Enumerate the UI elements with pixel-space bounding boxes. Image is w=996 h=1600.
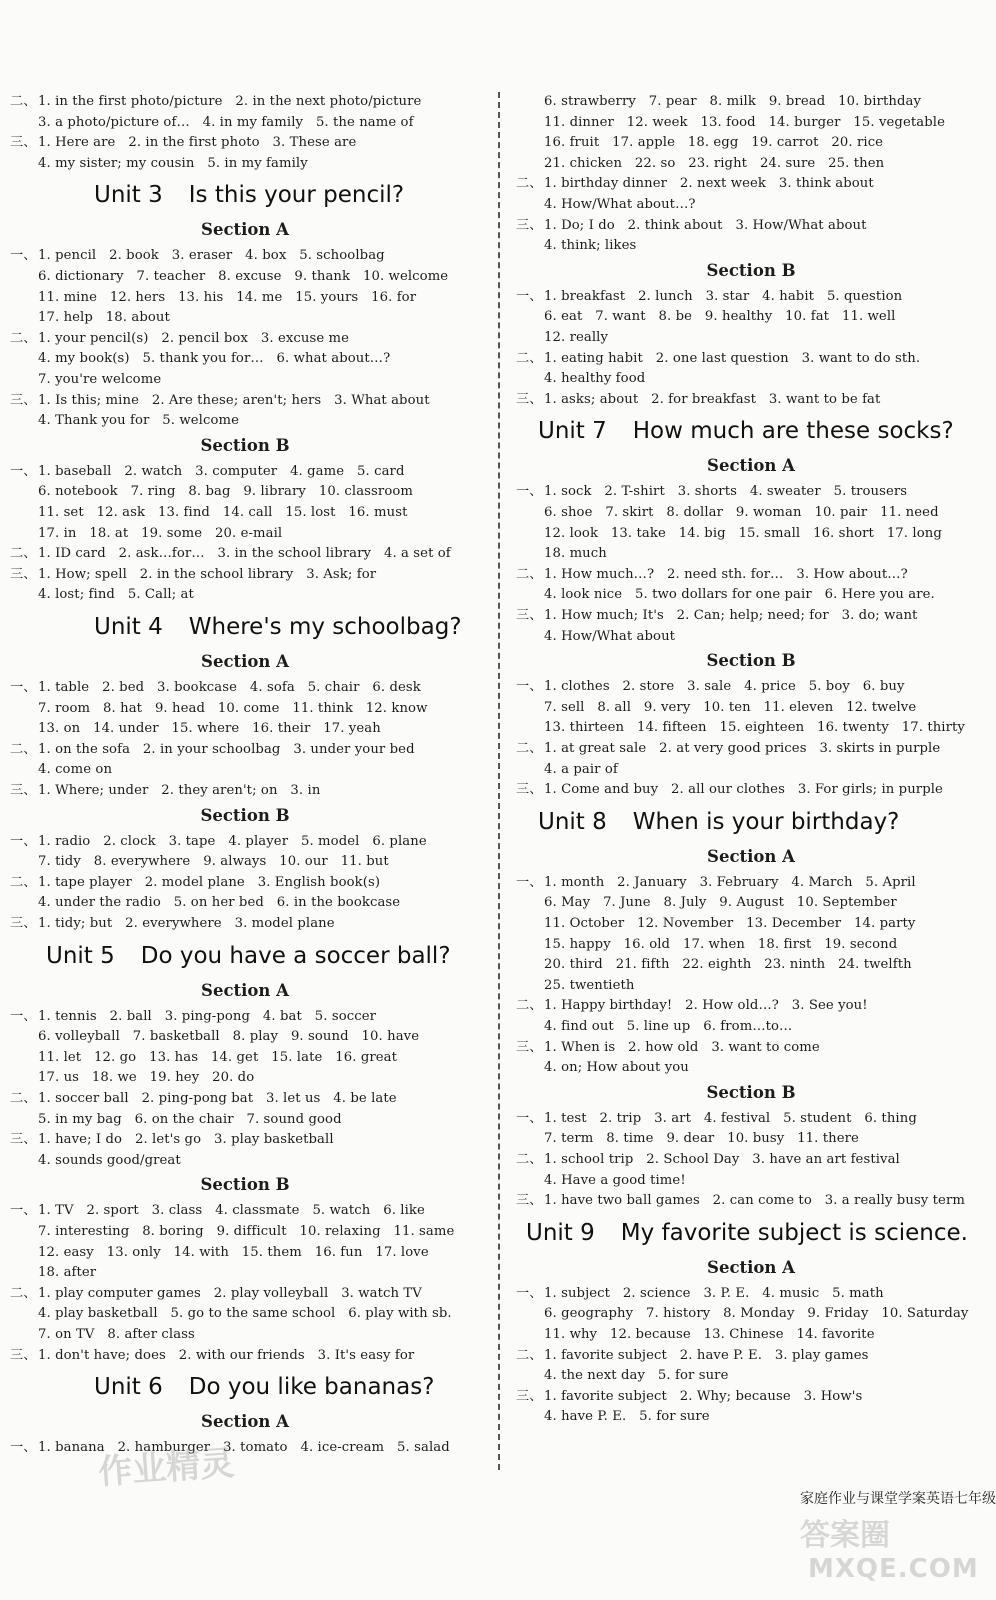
answer-text: 7. you're welcome <box>38 372 162 387</box>
answer-text: 18. after <box>38 1265 97 1281</box>
answer-text: 1. test 2. trip 3. art 4. festival 5. student 6. thing <box>544 1110 917 1126</box>
answer-line <box>10 832 427 852</box>
section-heading: Section B <box>200 435 290 455</box>
answer-text: 17. us 18. we 19. hey 20. do <box>38 1070 255 1086</box>
answer-text: 1. How much…? 2. need sth. for… 3. How about…? <box>544 566 908 582</box>
answer-text: 1. play computer games 2. play volleyball 3. watch TV <box>38 1285 422 1301</box>
section-heading: Section B <box>200 1175 290 1195</box>
answer-text: 4. Thank you for 5. welcome <box>38 413 239 429</box>
answer-line <box>10 1130 334 1150</box>
unit-number: Unit 6 <box>94 1374 163 1401</box>
answer-line <box>10 699 427 719</box>
question-part-label: 二、 <box>516 566 543 582</box>
answer-text: 1. pencil 2. book 3. eraser 4. box 5. schoolbag <box>38 248 385 264</box>
unit-heading <box>94 612 462 642</box>
answer-line <box>516 1191 965 1211</box>
answer-line <box>516 1109 917 1129</box>
answer-text: 7. on TV 8. after class <box>38 1327 195 1342</box>
answer-text: 1. tidy; but 2. everywhere 3. model plane <box>38 916 335 931</box>
unit-title: Where's my schoolbag? <box>188 614 462 640</box>
question-part-label: 一、 <box>10 463 37 479</box>
answer-text: 1. radio 2. clock 3. tape 4. player 5. model 6. plane <box>38 833 427 849</box>
answer-line <box>516 390 880 410</box>
answer-text: 11. dinner 12. week 13. food 14. burger 15. vegetable <box>544 114 945 130</box>
answer-line <box>516 585 935 605</box>
answer-line <box>516 482 907 502</box>
answer-text: 1. month 2. January 3. February 4. March 5. April <box>544 874 916 890</box>
answer-text: 4. think; likes <box>544 238 637 254</box>
answer-text: 1. your pencil(s) 2. pencil box 3. excuse me <box>38 330 350 346</box>
question-part-label: 一、 <box>516 288 543 304</box>
question-part-label: 三、 <box>516 1388 543 1404</box>
answer-line <box>516 92 921 112</box>
unit-number: Unit 3 <box>94 182 163 209</box>
question-part-label: 一、 <box>10 248 37 264</box>
answer-line <box>516 133 883 153</box>
question-part-label: 二、 <box>516 350 543 366</box>
answer-line <box>10 1263 96 1283</box>
answer-text: 4. on; How about you <box>544 1060 689 1076</box>
answer-line <box>10 370 161 390</box>
answer-line <box>10 154 308 174</box>
question-part-label: 一、 <box>516 1285 543 1301</box>
question-part-label: 二、 <box>10 741 37 757</box>
answer-line <box>10 92 421 112</box>
answer-line <box>516 154 884 174</box>
answer-line <box>516 1058 689 1078</box>
answer-text: 1. have; I do 2. let's go 3. play basketball <box>38 1132 334 1148</box>
answer-line <box>516 369 645 389</box>
answer-line <box>10 462 405 482</box>
answer-text: 11. set 12. ask 13. find 14. call 15. lost 16. must <box>38 505 408 520</box>
answer-text: 16. fruit 17. apple 18. egg 19. carrot 20. rice <box>544 135 884 151</box>
answer-text: 12. look 13. take 14. big 15. small 16. short 17. long <box>544 525 942 541</box>
answer-text: 7. interesting 8. boring 9. difficult 10. relaxing 11. same <box>38 1224 455 1239</box>
answer-line <box>10 267 448 287</box>
answer-line <box>516 1284 884 1304</box>
answer-line <box>10 1089 397 1109</box>
question-part-label: 一、 <box>10 680 37 695</box>
answer-line <box>516 216 867 236</box>
answer-text: 1. on the sofa 2. in your schoolbag 3. under your bed <box>38 741 415 757</box>
answer-line <box>10 329 349 349</box>
answer-text: 1. baseball 2. watch 3. computer 4. game 5. card <box>38 463 405 479</box>
footer-text: 家庭作业与课堂学案英语七年级 <box>800 1491 996 1507</box>
answer-line <box>516 328 608 348</box>
answer-line <box>516 606 917 626</box>
answer-line <box>10 678 421 698</box>
unit-number: Unit 8 <box>538 808 607 835</box>
answer-text: 1. When is 2. how old 3. want to come <box>544 1039 820 1055</box>
unit-number: Unit 9 <box>526 1219 595 1246</box>
question-part-label: 二、 <box>10 874 37 890</box>
answer-line <box>516 698 916 718</box>
answer-text: 15. happy 16. old 17. when 18. first 19. second <box>544 936 898 952</box>
answer-text: 4. have P. E. 5. for sure <box>544 1409 710 1425</box>
answer-text: 4. sounds good/great <box>38 1152 181 1168</box>
unit-title: Do you have a soccer ball? <box>140 942 451 969</box>
question-part-label: 一、 <box>10 1440 37 1456</box>
answer-line <box>10 893 400 913</box>
answer-text: 4. lost; find 5. Call; at <box>38 587 194 603</box>
question-part-label: 三、 <box>10 392 37 408</box>
answer-text: 25. twentieth <box>544 977 635 993</box>
answer-line <box>10 133 356 153</box>
answer-line <box>10 1325 195 1345</box>
answer-line <box>10 482 413 502</box>
answer-text: 12. really <box>544 330 609 345</box>
answer-line <box>516 739 940 759</box>
answer-line <box>516 236 636 256</box>
answer-text: 4. How/What about…? <box>544 197 696 212</box>
answer-line <box>10 740 415 760</box>
unit-heading <box>538 807 899 837</box>
answer-text: 1. favorite subject 2. Why; because 3. How's <box>544 1388 863 1404</box>
answer-text: 4. look nice 5. two dollars for one pair 6. Here you are. <box>544 587 935 603</box>
watermark-url: MXQE.COM <box>808 1554 979 1584</box>
question-part-label: 一、 <box>516 679 543 695</box>
section-heading: Section A <box>707 846 795 866</box>
answer-text: 17. in 18. at 19. some 20. e-mail <box>38 525 283 541</box>
answer-text: 11. why 12. because 13. Chinese 14. favorite <box>544 1327 875 1342</box>
answer-text: 1. subject 2. science 3. P. E. 4. music 5. math <box>544 1285 884 1301</box>
answer-line <box>516 1325 875 1345</box>
answer-line <box>516 976 634 996</box>
answer-text: 1. birthday dinner 2. next week 3. think about <box>544 176 874 192</box>
answer-line <box>516 1304 968 1324</box>
question-part-label: 二、 <box>516 176 543 192</box>
answer-line <box>516 1366 728 1386</box>
answer-line <box>516 914 915 934</box>
question-part-label: 三、 <box>10 1347 37 1363</box>
question-part-label: 一、 <box>516 1110 543 1126</box>
answer-line <box>10 565 376 585</box>
unit-number: Unit 5 <box>46 942 115 969</box>
unit-title: Is this your pencil? <box>188 182 405 209</box>
answer-text: 7. term 8. time 9. dear 10. busy 11. there <box>544 1131 859 1147</box>
question-part-label: 二、 <box>10 1285 37 1301</box>
answer-text: 1. favorite subject 2. have P. E. 3. play games <box>544 1347 869 1363</box>
question-part-label: 二、 <box>516 998 543 1014</box>
answer-text: 5. in my bag 6. on the chair 7. sound good <box>38 1111 342 1127</box>
answer-line <box>516 677 905 697</box>
answer-line <box>516 195 696 215</box>
unit-number: Unit 4 <box>94 614 163 640</box>
answer-line <box>10 349 390 369</box>
section-heading: Section A <box>201 1412 289 1432</box>
question-part-label: 二、 <box>10 546 37 562</box>
answer-text: 12. easy 13. only 14. with 15. them 16. fun 17. love <box>38 1244 429 1260</box>
question-part-label: 一、 <box>10 833 37 849</box>
question-part-label: 三、 <box>516 782 543 798</box>
answer-text: 1. soccer ball 2. ping-pong bat 3. let us 4. be late <box>38 1091 397 1106</box>
answer-text: 1. Where; under 2. they aren't; on 3. in <box>38 783 321 798</box>
answer-text: 1. don't have; does 2. with our friends 3. It's easy for <box>38 1347 415 1363</box>
answer-text: 1. in the first photo/picture 2. in the next photo/picture <box>38 94 422 109</box>
question-part-label: 一、 <box>10 1008 37 1024</box>
section-heading: Section A <box>201 652 289 671</box>
answer-text: 7. room 8. hat 9. head 10. come 11. think 12. know <box>38 700 428 716</box>
question-part-label: 三、 <box>10 566 37 582</box>
unit-heading <box>46 941 451 971</box>
question-part-label: 二、 <box>516 1152 543 1167</box>
answer-text: 4. How/What about <box>544 628 676 644</box>
answer-text: 20. third 21. fifth 22. eighth 23. ninth 24. twelfth <box>544 957 912 973</box>
answer-line <box>10 1110 342 1130</box>
answer-text: 6. geography 7. history 8. Monday 9. Friday 10. Saturday <box>544 1306 969 1322</box>
question-part-label: 二、 <box>516 741 543 756</box>
watermark-left: 作业精灵 <box>97 1443 236 1493</box>
column-divider <box>498 92 500 1470</box>
answer-text: 6. eat 7. want 8. be 9. healthy 10. fat 11. well <box>544 309 896 325</box>
answer-line <box>516 1171 686 1191</box>
answer-text: 4. my sister; my cousin 5. in my family <box>38 155 308 171</box>
answer-text: 1. Is this; mine 2. Are these; aren't; hers 3. What about <box>38 392 430 408</box>
answer-line <box>10 246 385 266</box>
answer-line <box>10 1027 419 1047</box>
question-part-label: 一、 <box>10 1203 37 1219</box>
answer-line <box>10 1222 454 1242</box>
answer-line <box>10 914 335 934</box>
answer-line <box>516 565 908 585</box>
answer-text: 1. TV 2. sport 3. class 4. classmate 5. watch 6. like <box>38 1203 425 1219</box>
answer-line <box>516 893 897 913</box>
answer-text: 6. dictionary 7. teacher 8. excuse 9. thank 10. welcome <box>38 269 449 284</box>
answer-text: 1. have two ball games 2. can come to 3. a really busy term <box>544 1193 965 1209</box>
answer-text: 1. at great sale 2. at very good prices 3. skirts in purple <box>544 741 941 756</box>
question-part-label: 三、 <box>10 1132 37 1148</box>
answer-line <box>516 1346 869 1366</box>
answer-line <box>10 544 451 564</box>
answer-text: 13. on 14. under 15. where 16. their 17. yeah <box>38 721 381 737</box>
answer-text: 1. clothes 2. store 3. sale 4. price 5. boy 6. buy <box>544 679 905 695</box>
question-part-label: 一、 <box>516 874 543 890</box>
answer-text: 4. the next day 5. for sure <box>544 1368 729 1384</box>
answer-text: 1. table 2. bed 3. bookcase 4. sofa 5. chair 6. desk <box>38 680 421 695</box>
answer-line <box>516 174 874 194</box>
answer-line <box>10 1284 422 1304</box>
answer-text: 13. thirteen 14. fifteen 15. eighteen 16. twenty 17. thirty <box>544 720 965 736</box>
section-heading: Section A <box>201 220 289 240</box>
answer-line <box>516 627 675 647</box>
answer-text: 4. play basketball 5. go to the same school 6. play with sb. <box>38 1306 452 1322</box>
answer-text: 7. sell 8. all 9. very 10. ten 11. eleven 12. twelve <box>544 699 917 715</box>
question-part-label: 三、 <box>10 783 37 798</box>
answer-line <box>516 1017 792 1037</box>
answer-line <box>10 503 407 523</box>
answer-text: 18. much <box>544 546 607 562</box>
answer-line <box>516 287 902 307</box>
answer-line <box>10 1151 181 1171</box>
answer-text: 4. come on <box>38 762 113 778</box>
answer-line <box>10 852 389 872</box>
answer-line <box>10 1048 397 1068</box>
answer-line <box>10 113 414 133</box>
unit-title: When is your birthday? <box>632 808 900 835</box>
answer-text: 1. eating habit 2. one last question 3. want to do sth. <box>544 350 921 366</box>
answer-line <box>516 760 618 780</box>
answer-text: 6. shoe 7. skirt 8. dollar 9. woman 10. pair 11. need <box>544 505 939 520</box>
section-heading: Section B <box>706 260 796 280</box>
answer-line <box>516 873 916 893</box>
question-part-label: 三、 <box>516 217 543 233</box>
answer-text: 1. How; spell 2. in the school library 3. Ask; for <box>38 566 377 582</box>
answer-line <box>516 524 942 544</box>
answer-line <box>516 935 897 955</box>
answer-text: 7. tidy 8. everywhere 9. always 10. our 11. but <box>38 854 389 870</box>
answer-line <box>516 307 895 327</box>
unit-heading <box>526 1218 968 1248</box>
answer-line <box>10 391 430 411</box>
answer-text: 1. tennis 2. ball 3. ping-pong 4. bat 5. soccer <box>38 1008 377 1024</box>
answer-text: 1. sock 2. T-shirt 3. shorts 4. sweater 5. trousers <box>544 484 908 500</box>
answer-text: 1. tape player 2. model plane 3. English book(s) <box>38 874 381 890</box>
answer-line <box>10 1243 429 1263</box>
answer-text: 1. Do; I do 2. think about 3. How/What about <box>544 217 867 233</box>
answer-line <box>10 411 239 431</box>
question-part-label: 三、 <box>516 608 543 623</box>
answer-text: 4. under the radio 5. on her bed 6. in the bookcase <box>38 895 401 911</box>
answer-text: 3. a photo/picture of… 4. in my family 5. the name of <box>38 114 414 130</box>
answer-line <box>516 1387 862 1407</box>
unit-title: My favorite subject is science. <box>620 1219 968 1246</box>
answer-line <box>10 288 416 308</box>
answer-text: 1. school trip 2. School Day 3. have an art festival <box>544 1152 900 1167</box>
answer-text: 1. Here are 2. in the first photo 3. These are <box>38 135 357 151</box>
answer-text: 4. Have a good time! <box>544 1172 686 1188</box>
answer-line <box>516 1150 900 1170</box>
answer-line <box>10 1201 425 1221</box>
answer-line <box>516 996 868 1016</box>
question-part-label: 三、 <box>10 135 37 151</box>
answer-text: 1. Happy birthday! 2. How old…? 3. See you! <box>544 998 868 1014</box>
unit-number: Unit 7 <box>538 418 607 445</box>
answer-text: 6. notebook 7. ring 8. bag 9. library 10. classroom <box>38 484 414 500</box>
answer-line <box>10 1007 376 1027</box>
answer-line <box>516 718 965 738</box>
answer-text: 1. breakfast 2. lunch 3. star 4. habit 5. question <box>544 288 903 304</box>
answer-text: 4. healthy food <box>544 371 646 387</box>
answer-line <box>10 585 194 605</box>
answer-line <box>10 719 381 739</box>
answer-line <box>10 873 380 893</box>
watermark-right: 答案圈 <box>800 1518 890 1553</box>
unit-heading <box>94 1372 434 1402</box>
answer-line <box>516 544 607 564</box>
section-heading: Section A <box>707 456 795 476</box>
answer-line <box>10 1068 254 1088</box>
answer-text: 6. volleyball 7. basketball 8. play 9. sound 10. have <box>38 1029 420 1045</box>
answer-text: 4. find out 5. line up 6. from…to… <box>544 1019 793 1034</box>
answer-text: 17. help 18. about <box>38 310 170 326</box>
unit-title: How much are these socks? <box>632 418 954 445</box>
answer-line <box>516 349 920 369</box>
section-heading: Section A <box>707 1257 795 1277</box>
answer-line <box>516 113 945 133</box>
answer-line <box>10 1346 414 1366</box>
answer-text: 6. May 7. June 8. July 9. August 10. September <box>544 895 897 911</box>
answer-text: 6. strawberry 7. pear 8. milk 9. bread 10. birthday <box>544 94 921 109</box>
answer-line <box>10 760 112 780</box>
section-heading: Section A <box>201 980 289 1000</box>
answer-text: 1. banana 2. hamburger 3. tomato 4. ice-cream 5. salad <box>38 1440 450 1456</box>
question-part-label: 二、 <box>516 1347 543 1363</box>
answer-text: 4. a pair of <box>544 761 618 777</box>
answer-text: 11. let 12. go 13. has 14. get 15. late 16. great <box>38 1049 398 1065</box>
answer-text: 4. my book(s) 5. thank you for… 6. what about…? <box>38 351 391 367</box>
answer-text: 1. Come and buy 2. all our clothes 3. For girls; in purple <box>544 782 943 798</box>
answer-text: 1. ID card 2. ask…for… 3. in the school library 4. a set of <box>38 546 451 562</box>
question-part-label: 三、 <box>516 1039 543 1055</box>
answer-line <box>10 1304 452 1324</box>
answer-line <box>516 955 912 975</box>
section-heading: Section B <box>200 805 290 825</box>
question-part-label: 二、 <box>10 330 37 346</box>
question-part-label: 一、 <box>516 484 543 500</box>
question-part-label: 三、 <box>516 391 543 407</box>
answer-line <box>10 524 282 544</box>
answer-line <box>516 1407 710 1427</box>
answer-line <box>10 781 320 801</box>
answer-text: 1. How much; It's 2. Can; help; need; for 3. do; want <box>544 608 918 623</box>
answer-line <box>10 308 170 328</box>
answer-line <box>516 503 939 523</box>
answer-text: 21. chicken 22. so 23. right 24. sure 25. then <box>544 155 885 171</box>
unit-title: Do you like bananas? <box>188 1374 435 1401</box>
unit-heading <box>538 416 954 446</box>
answer-text: 1. asks; about 2. for breakfast 3. want to be fat <box>544 391 881 407</box>
section-heading: Section B <box>706 1082 796 1102</box>
question-part-label: 三、 <box>516 1193 543 1209</box>
question-part-label: 二、 <box>10 94 37 109</box>
unit-heading <box>94 180 404 210</box>
answer-text: 11. mine 12. hers 13. his 14. me 15. yours 16. for <box>38 289 417 305</box>
answer-line <box>516 780 943 800</box>
answer-text: 11. October 12. November 13. December 14. party <box>544 916 916 931</box>
answer-line <box>516 1129 859 1149</box>
answer-line <box>516 1038 820 1058</box>
question-part-label: 二、 <box>10 1091 37 1106</box>
question-part-label: 三、 <box>10 916 37 931</box>
section-heading: Section B <box>706 651 796 671</box>
